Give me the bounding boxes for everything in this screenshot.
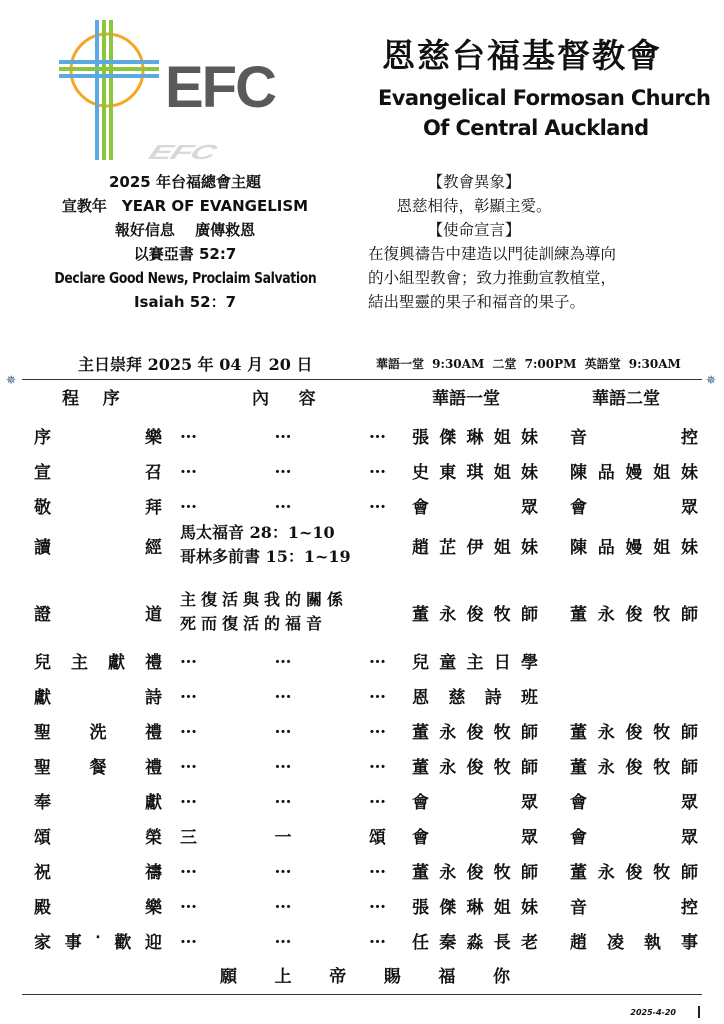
chinese-service-2-person: 陳 品 嫚 姐 妹 <box>570 463 698 483</box>
program-item: 聖 洗 禮 <box>34 723 162 743</box>
logo-text: EFC <box>165 55 275 120</box>
program-content: … … … <box>180 423 386 443</box>
chinese-service-1-person: 董 永 俊 牧 師 <box>412 863 538 883</box>
service-date: 主日崇拜 2025 年 04 月 20 日 <box>78 355 313 374</box>
header-col1: 華語一堂 <box>432 389 500 409</box>
program-item: 頌 榮 <box>34 828 162 848</box>
star-icon: ✵ <box>706 373 717 387</box>
chinese-service-2-person: 會 眾 <box>570 498 698 518</box>
church-name-en-line1: Evangelical Formosan Church <box>378 86 711 110</box>
program-item: 獻 詩 <box>34 688 162 708</box>
church-name-zh: 恩慈台福基督教會 <box>382 36 662 75</box>
chinese-service-1-person: 趙 芷 伊 姐 妹 <box>412 538 538 558</box>
annual-theme <box>20 170 350 314</box>
program-content: … … … <box>180 493 386 513</box>
chinese-service-2-person: 陳 品 嫚 姐 妹 <box>570 538 698 558</box>
chinese-service-1-person: 董 永 俊 牧 師 <box>412 723 538 743</box>
program-content: … … … <box>180 753 386 773</box>
program-item: 聖 餐 禮 <box>34 758 162 778</box>
chinese-service-2-person: 董 永 俊 牧 師 <box>570 723 698 743</box>
mission-line-3: 結出聖靈的果子和福音的果子。 <box>368 293 586 311</box>
mission-line-2: 的小組型教會；致力推動宣教植堂， <box>368 269 617 287</box>
program-item: 敬 拜 <box>34 498 162 518</box>
program-item: 殿 樂 <box>34 898 162 918</box>
chinese-service-2-person: 音 控 <box>570 898 698 918</box>
theme-line-2: 宣教年 YEAR OF EVANGELISM <box>61 197 309 215</box>
chinese-service-1-person: 張 傑 琳 姐 妹 <box>412 898 538 918</box>
header-content: 內 容 <box>252 389 316 409</box>
church-logo <box>55 18 315 178</box>
program-content: 主復活與我的關係 死而復活的福音 <box>180 590 349 633</box>
program-item: 讀 經 <box>34 538 162 558</box>
header-program: 程 序 <box>62 389 120 409</box>
chinese-service-1-person: 史 東 琪 姐 妹 <box>412 463 538 483</box>
theme-line-4: 以賽亞書 52:7 <box>133 245 237 263</box>
chinese-service-2-person: 董 永 俊 牧 師 <box>570 863 698 883</box>
mission-title: 【使命宣言】 <box>427 221 521 239</box>
chinese-service-1-person: 董 永 俊 牧 師 <box>412 605 538 625</box>
program-item: 家 事 ‧ 歡 迎 <box>34 928 162 953</box>
mission-line-1: 在復興禱告中建造以門徒訓練為導向 <box>368 245 617 263</box>
program-content: … … … <box>180 788 386 808</box>
divider-bottom <box>22 994 702 995</box>
vision-text: 恩慈相待，彰顯主愛。 <box>396 197 552 215</box>
footer-date: 2025-4-20 <box>630 1008 676 1017</box>
cross-icon <box>55 18 165 168</box>
program-content: 三 一 頌 <box>180 828 386 848</box>
program-content: … … … <box>180 718 386 738</box>
theme-line-3: 報好信息 廣傳救恩 <box>114 221 256 239</box>
vision-title: 【教會異象】 <box>427 173 521 191</box>
blessing: 願 上 帝 賜 福 你 <box>220 967 510 987</box>
theme-line-5: Declare Good News, Proclaim Salvation <box>54 269 316 287</box>
program-item: 兒 主 獻 禮 <box>34 653 162 673</box>
chinese-service-2-person: 董 永 俊 牧 師 <box>570 605 698 625</box>
service-times: 華語一堂 9:30AM 二堂 7:00PM 英語堂 9:30AM <box>376 357 681 371</box>
footer-mark <box>698 1006 700 1018</box>
program-item: 證 道 <box>34 605 162 625</box>
program-content: … … … <box>180 648 386 668</box>
church-vision <box>368 170 708 314</box>
chinese-service-1-person: 任 秦 淼 長 老 <box>412 933 538 953</box>
chinese-service-2-person: 趙 凌 執 事 <box>570 933 698 953</box>
program-content: … … … <box>180 858 386 878</box>
chinese-service-1-person: 會 眾 <box>412 498 538 518</box>
theme-line-1: 2025 年台福總會主題 <box>109 173 261 191</box>
program-item: 宣 召 <box>34 463 162 483</box>
header-col2: 華語二堂 <box>592 389 660 409</box>
program-item: 奉 獻 <box>34 793 162 813</box>
chinese-service-2-person: 董 永 俊 牧 師 <box>570 758 698 778</box>
chinese-service-2-person: 音 控 <box>570 428 698 448</box>
program-content: 馬太福音 28：1~10 哥林多前書 15：1~19 <box>180 523 351 566</box>
divider-top <box>22 379 702 380</box>
church-name-en-line2: Of Central Auckland <box>423 116 649 140</box>
program-item: 祝 禱 <box>34 863 162 883</box>
chinese-service-1-person: 張 傑 琳 姐 妹 <box>412 428 538 448</box>
program-item: 序 樂 <box>34 428 162 448</box>
program-content: … … … <box>180 928 386 948</box>
chinese-service-1-person: 董 永 俊 牧 師 <box>412 758 538 778</box>
chinese-service-2-person: 會 眾 <box>570 828 698 848</box>
chinese-service-1-person: 會 眾 <box>412 828 538 848</box>
logo-shadow: EFC <box>142 140 224 164</box>
theme-line-6: Isaiah 52：7 <box>133 293 237 311</box>
program-content: … … … <box>180 683 386 703</box>
star-icon: ✵ <box>6 373 17 387</box>
program-content: … … … <box>180 458 386 478</box>
chinese-service-1-person: 恩 慈 詩 班 <box>412 688 538 708</box>
program-content: … … … <box>180 893 386 913</box>
chinese-service-1-person: 會 眾 <box>412 793 538 813</box>
chinese-service-2-person: 會 眾 <box>570 793 698 813</box>
chinese-service-1-person: 兒 童 主 日 學 <box>412 653 538 673</box>
